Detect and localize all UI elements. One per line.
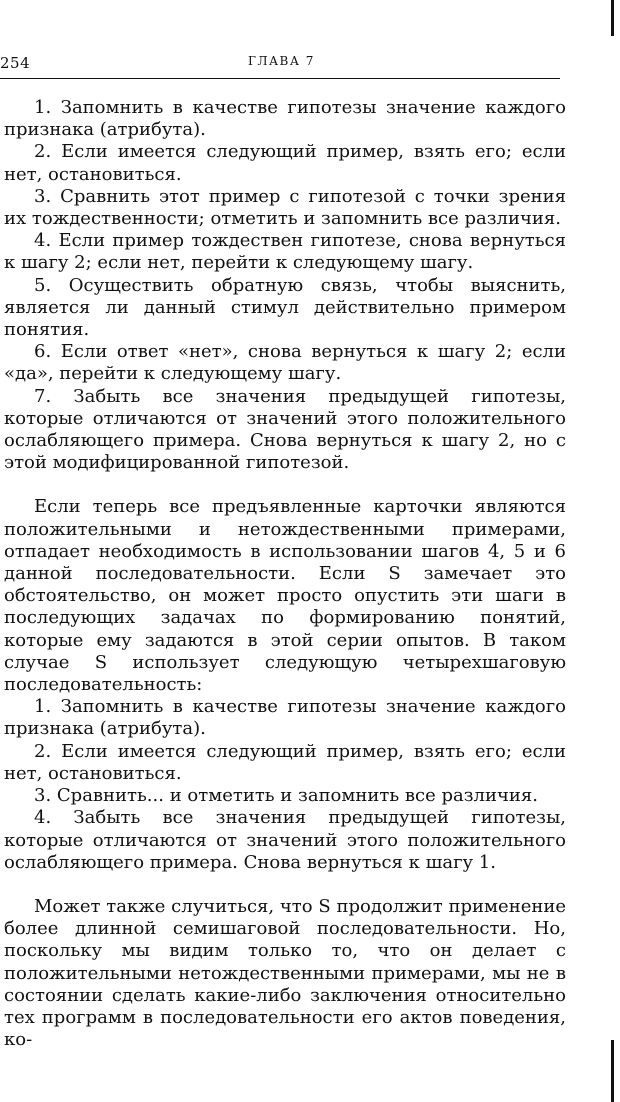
spacer — [4, 874, 566, 896]
list-item: 4. Забыть все значения предыдущей гипотезы, которые отличаются от значений этого положительного ослабляющего примера. Снова вернуться к шагу 1. — [4, 807, 566, 873]
list-item: 2. Если имеется следующий пример, взять его; если нет, остановиться. — [4, 740, 566, 784]
paragraph: Если теперь все предъявленные карточки являются положительными и нетождественными примерами, отпадает необходимость в использовании шагов 4, 5 и 6 данной последовательности. Если S замечает это обстоятельство, он может просто опустить эти шаги в последующих задачах по формированию понятий, которые ему задаются в этой серии опытов. В таком случае S использует следующую четырехшаговую последовательность: — [4, 496, 566, 696]
running-head: ГЛАВА 7 — [248, 54, 315, 68]
list-item: 4. Если пример тождествен гипотезе, снова вернуться к шагу 2; если нет, перейти к следующему шагу. — [4, 230, 566, 274]
page-edge-mark — [611, 1040, 614, 1102]
body-text — [4, 97, 566, 1051]
paragraph: Может также случиться, что S продолжит применение более длинной семишаговой последовательности. Но, поскольку мы видим только то, что он делает с положительными нетождественными примерами, мы не в состоянии сделать какие-либо заключения относительно тех программ в последовательности его актов поведения, ко- — [4, 895, 566, 1051]
list-item: 1. Запомнить в качестве гипотезы значение каждого признака (атрибута). — [4, 97, 566, 141]
page-edge-mark — [611, 0, 614, 36]
list-item: 7. Забыть все значения предыдущей гипотезы, которые отличаются от значений этого положительного ослабляющего примера. Снова вернуться к шагу 2, но с этой модифицированной гипотезой. — [4, 385, 566, 474]
list-item: 3. Сравнить... и отметить и запомнить все различия. — [34, 785, 538, 807]
list-item: 5. Осуществить обратную связь, чтобы выяснить, является ли данный стимул действительно примером понятия. — [4, 274, 566, 341]
list-item: 6. Если ответ «нет», снова вернуться к шагу 2; если «да», перейти к следующему шагу. — [4, 341, 566, 385]
list-item: 2. Если имеется следующий пример, взять его; если нет, остановиться. — [4, 141, 566, 185]
page-header — [0, 52, 560, 79]
spacer — [4, 474, 566, 496]
list-item: 1. Запомнить в качестве гипотезы значение каждого признака (атрибута). — [4, 696, 566, 740]
seven-step-list — [4, 97, 566, 474]
four-step-list — [4, 696, 566, 874]
page-number: 254 — [0, 54, 31, 72]
list-item: 3. Сравнить этот пример с гипотезой с точки зрения их тождественности; отметить и запомнить все различия. — [4, 185, 566, 230]
